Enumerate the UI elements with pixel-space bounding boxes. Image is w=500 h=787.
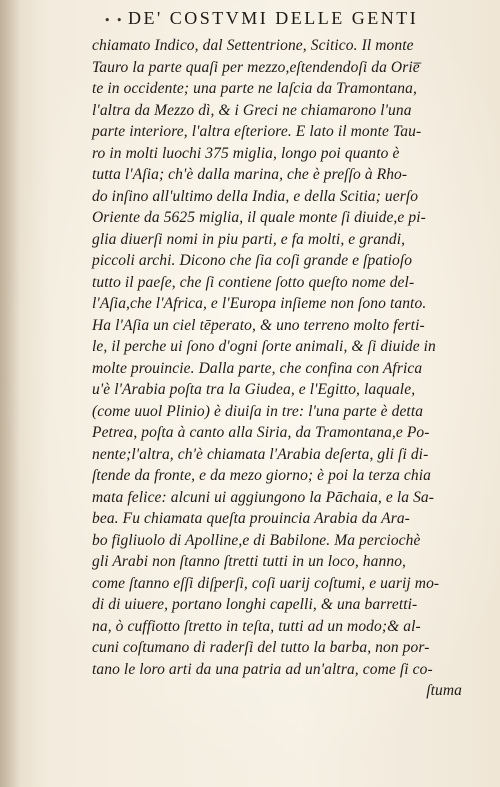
catchword: ſtuma: [426, 682, 462, 699]
text-line: ro in molti luochi 375 miglia, longo poi quanto è: [92, 144, 400, 162]
text-line: na, ò cuffiotto ſtretto in teſta, tutti ad un modo;& al-: [92, 617, 421, 635]
header-ornament: • •: [104, 14, 124, 27]
text-line: chiamato Indico, dal Settentrione, Scitico. Il monte: [92, 37, 414, 54]
text-line: (come uuol Plinio) è diuiſa in tre: l'una parte è detta: [92, 402, 424, 420]
text-line: Ha l'Aſia un ciel tēperato, & uno terreno molto ferti-: [92, 316, 425, 334]
text-line: do inſino all'ultimo della India, e della Scitia; uerſo: [92, 187, 419, 205]
text-line: ſtende da fronte, e da mezo giorno; è poi la terza chia: [92, 467, 431, 484]
text-line: mata felice: alcuni ui aggiungono la Pāchaia, e la Sa-: [92, 488, 435, 506]
text-line: glia diuerſi nomi in piu parti, e fa molti, e grandi,: [92, 230, 406, 248]
text-line: bea. Fu chiamata queſta prouincia Arabia da Ara-: [92, 510, 410, 527]
text-line: te in occidente; una parte ne laſcia da Tramontana,: [92, 80, 417, 97]
text-line: piccoli archi. Dicono che ſia coſi grande e ſpatioſo: [92, 252, 413, 269]
text-line: tutto il paeſe, che ſi contiene ſotto queſto nome del-: [92, 273, 415, 291]
page-header: [104, 8, 484, 34]
text-line: molte prouincie. Dalla parte, che confina con Africa: [92, 359, 423, 377]
text-line: di di uiuere, portano longhi capelli, & una barretti-: [92, 596, 418, 613]
text-line: le, il perche ui ſono d'ogni ſorte animali, & ſi diuide in: [92, 338, 436, 355]
text-line: Oriente da 5625 miglia, il quale monte ſi diuide,e pi-: [92, 209, 426, 226]
running-head: DE' COSTVMI DELLE GENTI: [128, 8, 419, 28]
text-line: Petrea, poſta à canto alla Siria, da Tramontana,e Po-: [92, 424, 430, 441]
text-line: bo figliuolo di Apolline,e di Babilone. Ma perciochè: [92, 531, 421, 549]
text-line: l'altra da Mezzo dì, & i Greci ne chiamarono l'una: [92, 101, 412, 119]
text-line: gli Arabi non ſtanno ſtretti tutti in un loco, hanno,: [92, 553, 407, 570]
text-line: u'è l'Arabia poſta tra la Giudea, e l'Egitto, laquale,: [92, 381, 416, 398]
text-line: come ſtanno eſſi diſperſi, coſi uarij coſtumi, e uarij mo-: [92, 574, 440, 592]
text-line: tutta l'Aſia; ch'è dalla marina, che è preſſo à Rho-: [92, 166, 408, 183]
text-line: l'Aſia,che l'Africa, e l'Europa inſieme non ſono tanto.: [92, 295, 427, 312]
body-text: [92, 35, 488, 702]
text-line: parte interiore, l'altra eſteriore. E lato il monte Tau-: [92, 123, 422, 140]
text-line: nente;l'altra, ch'è chiamata l'Arabia deſerta, gli ſi di-: [92, 445, 429, 463]
text-line: tano le loro arti da una patria ad un'altra, come ſi co-: [92, 660, 433, 678]
text-line: cuni coſtumano di raderſi del tutto la barba, non por-: [92, 639, 430, 656]
text-line: Tauro la parte quaſi per mezzo,eſtendendoſi da Orie̅: [92, 58, 420, 76]
page-gutter-shadow: [0, 0, 20, 787]
